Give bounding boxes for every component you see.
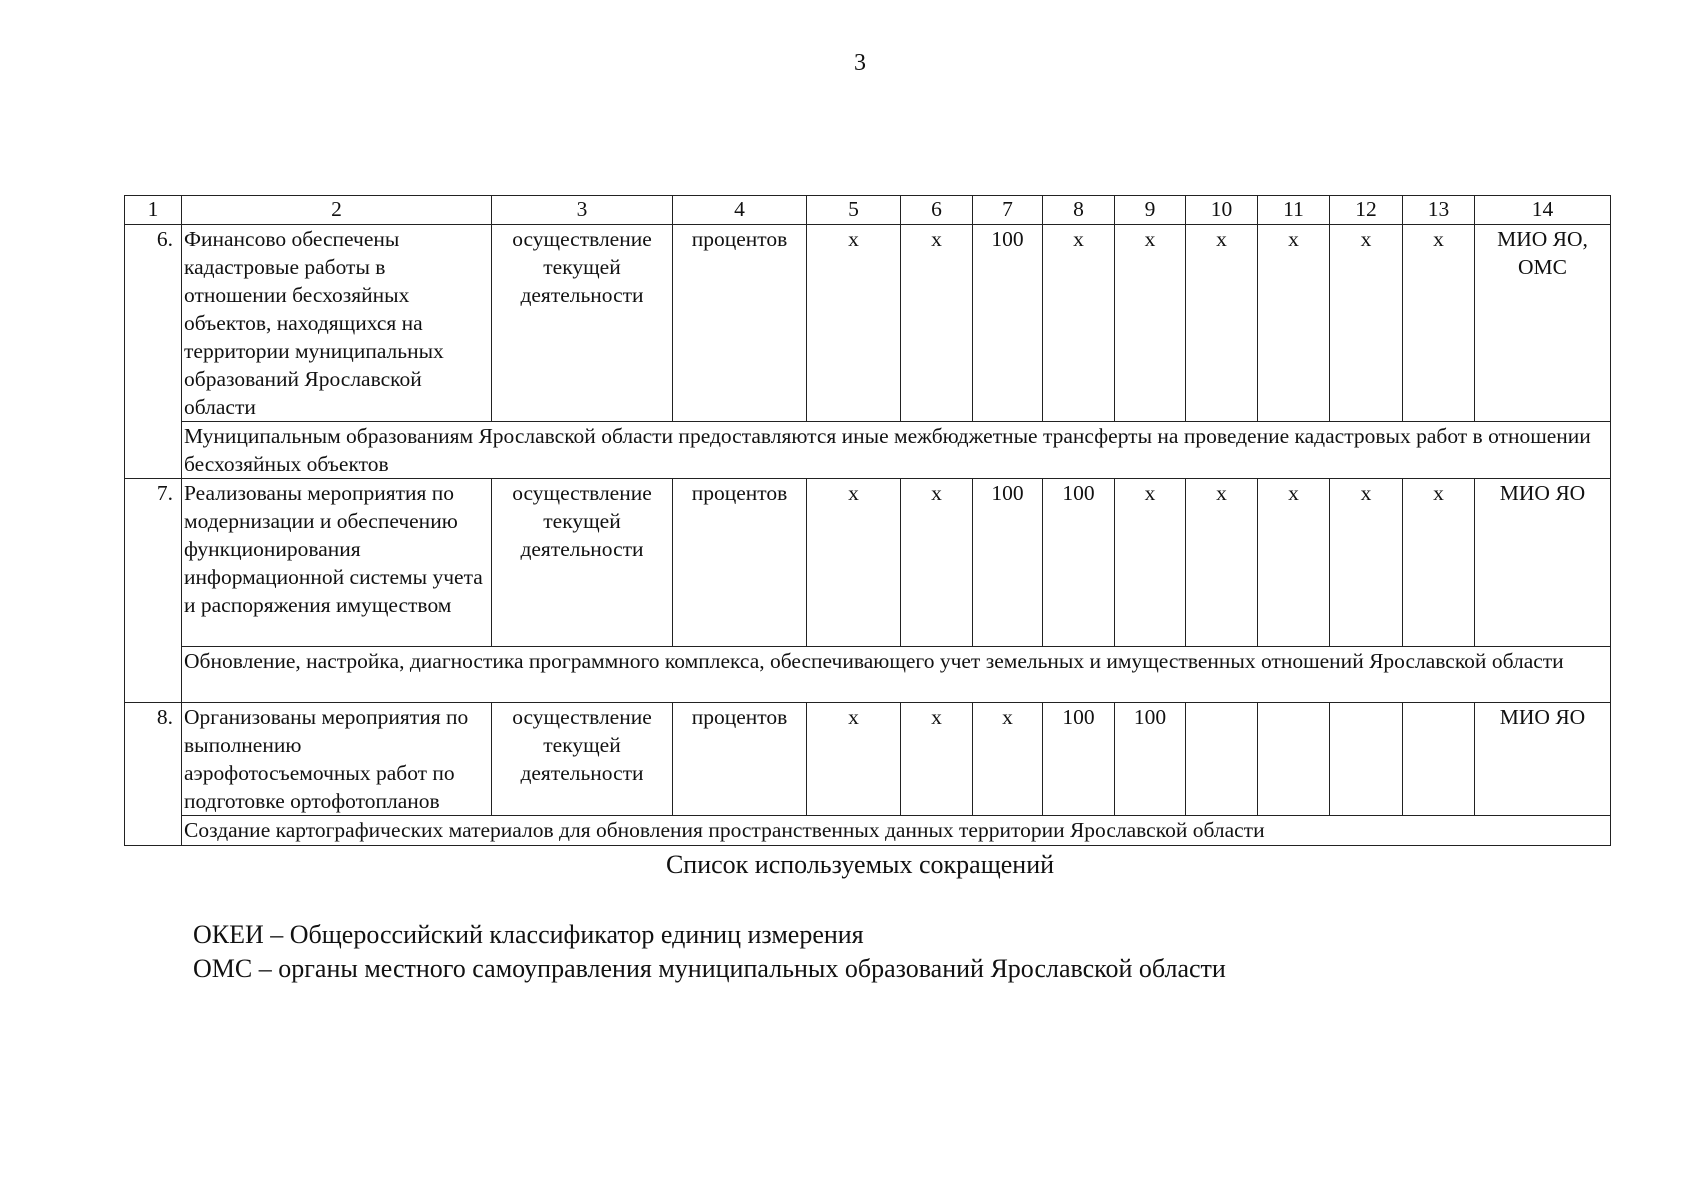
value-cell: х [901,703,973,816]
column-header: 9 [1115,196,1186,225]
column-header: 13 [1403,196,1475,225]
value-cell: х [1115,479,1186,647]
value-cell: х [1403,479,1475,647]
table-row [125,479,1611,647]
column-header: 7 [973,196,1043,225]
column-header: 8 [1043,196,1115,225]
table-header-row [125,196,1611,225]
value-cell: х [973,703,1043,816]
description-row [125,816,1611,846]
value-cell: х [901,479,973,647]
value-cell: 100 [1043,479,1115,647]
value-cell: х [1330,225,1403,422]
value-cell: х [1186,225,1258,422]
result-cell: Реализованы мероприятия по модернизации и обеспечению функционирования информационной системы учета и распоряжения имуществом [182,479,492,647]
value-cell: х [807,479,901,647]
value-cell: х [807,225,901,422]
result-cell: Организованы мероприятия по выполнению аэрофотосъемочных работ по подготовке ортофотопланов [182,703,492,816]
description-cell: Обновление, настройка, диагностика программного комплекса, обеспечивающего учет земельных и имущественных отношений Ярославской области [182,647,1611,703]
value-cell: х [807,703,901,816]
column-header: 6 [901,196,973,225]
column-header: 1 [125,196,182,225]
row-number: 8. [125,703,182,846]
column-header: 14 [1475,196,1611,225]
value-cell [1186,703,1258,816]
executor-cell: МИО ЯО [1475,703,1611,816]
value-cell: 100 [973,479,1043,647]
column-header: 10 [1186,196,1258,225]
description-cell: Муниципальным образованиям Ярославской области предоставляются иные межбюджетные трансферты на проведение кадастровых работ в отношении бесхозяйных объектов [182,422,1611,479]
unit-cell: процентов [673,225,807,422]
abbreviation-item: ОКЕИ – Общероссийский классификатор единиц измерения [193,920,864,949]
abbreviation-item: ОМС – органы местного самоуправления муниципальных образований Ярославской области [193,954,1226,983]
page-number: 3 [854,50,866,76]
value-cell: х [1258,225,1330,422]
value-cell: х [1403,225,1475,422]
type-cell: осуществление текущей деятельности [492,225,673,422]
abbreviations-title: Список используемых сокращений [665,850,1055,879]
result-cell: Финансово обеспечены кадастровые работы в отношении бесхозяйных объектов, находящихся на территории муниципальных образований Ярославской области [182,225,492,422]
executor-cell: МИО ЯО [1475,479,1611,647]
column-header: 11 [1258,196,1330,225]
row-number: 6. [125,225,182,479]
column-header: 12 [1330,196,1403,225]
value-cell: 100 [1115,703,1186,816]
column-header: 5 [807,196,901,225]
type-cell: осуществление текущей деятельности [492,703,673,816]
value-cell: 100 [973,225,1043,422]
value-cell: х [1043,225,1115,422]
type-cell: осуществление текущей деятельности [492,479,673,647]
value-cell: х [1186,479,1258,647]
executor-cell: МИО ЯО, ОМС [1475,225,1611,422]
table-row [125,703,1611,816]
abbreviations-list [193,918,1226,986]
value-cell [1403,703,1475,816]
value-cell [1330,703,1403,816]
unit-cell: процентов [673,479,807,647]
column-header: 4 [673,196,807,225]
column-header: 2 [182,196,492,225]
table-row [125,225,1611,422]
row-number: 7. [125,479,182,703]
column-header: 3 [492,196,673,225]
value-cell: 100 [1043,703,1115,816]
value-cell: х [901,225,973,422]
description-row [125,647,1611,703]
value-cell: х [1258,479,1330,647]
description-row [125,422,1611,479]
value-cell: х [1330,479,1403,647]
unit-cell: процентов [673,703,807,816]
results-table [124,195,1611,846]
value-cell: х [1115,225,1186,422]
value-cell [1258,703,1330,816]
description-cell: Создание картографических материалов для обновления пространственных данных территории Ярославской области [182,816,1611,846]
